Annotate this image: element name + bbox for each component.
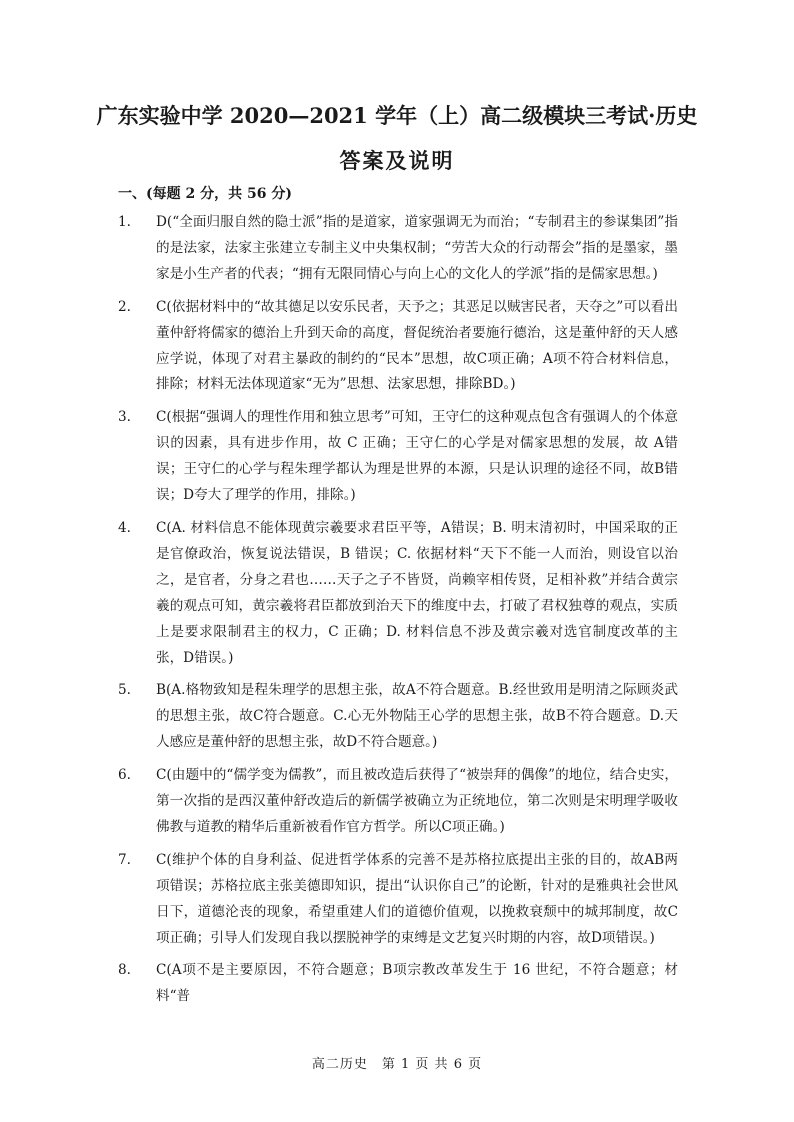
answer-number: 8. — [118, 962, 131, 979]
answer-text: C(A. 材料信息不能体现黄宗羲要求君臣平等，A错误；B. 明末清初时，中国采取的正是官僚政治，恢复说法错误，B 错误；C. 依据材料“天下不能一人而治，则设官以治之，是官者，分身之君也……天子之子不皆贤，尚赖宰相传贤，足相补救”并结合黄宗羲的观点可知，黄宗羲将君臣都放到治天下的维度中去，打破了君权独尊的观点，实质上是要求限制君主的权力，C 正确；D. 材料信息不涉及黄宗羲对选官制度改革的主张，D错误。) — [156, 519, 678, 666]
answer-item — [118, 958, 678, 1010]
answer-text: C(根据“强调人的理性作用和独立思考”可知，王守仁的这种观点包含有强调人的个体意识的因素，具有进步作用，故 C 正确；王守仁的心学是对儒家思想的发展，故 A错误；王守仁的心学与程朱理学都认为理是世界的本源，只是认识理的途径不同，故B错误；D夸大了理学的作用，排除。) — [156, 409, 678, 504]
answer-text: B(A.格物致知是程朱理学的思想主张，故A不符合题意。B.经世致用是明清之际顾炎武的思想主张，故C符合题意。C.心无外物陆王心学的思想主张，故B不符合题意。D.天人感应是董仲舒的思想主张，故D不符合题意。) — [156, 682, 678, 751]
answer-text: C(维护个体的自身利益、促进哲学体系的完善不是苏格拉底提出主张的目的，故AB两项错误；苏格拉底主张美德即知识，提出“认识你自己”的论断，针对的是雅典社会世风日下，道德沦丧的现象，希望重建人们的道德价值观，以挽救衰颓中的城邦制度，故C项正确；引导人们发现自我以摆脱神学的束缚是文艺复兴时期的内容，故D项错误。) — [156, 851, 678, 946]
answer-text: C(由题中的“儒学变为儒教”，而且被改造后获得了“被崇拜的偶像”的地位，结合史实，第一次指的是西汉董仲舒改造后的新儒学被确立为正统地位，第二次则是宋明理学吸收佛教与道教的精华后重新被看作官方哲学。所以C项正确。) — [156, 767, 678, 835]
answer-item — [118, 516, 678, 671]
answer-text: C(依据材料中的“故其德足以安乐民者，天予之；其恶足以贼害民者，天夺之”可以看出董仲舒将儒家的德治上升到天命的高度，督促统治者要施行德治，这是董仲舒的天人感应学说，体现了对君主暴政的制约的“民本”思想，故C项正确；A项不符合材料信息，排除；材料无法体现道家“无为”思想、法家思想，排除BD。) — [156, 298, 678, 393]
answer-number: 5. — [118, 682, 131, 699]
answer-item — [118, 295, 678, 399]
answer-number: 3. — [118, 409, 131, 426]
answer-number: 4. — [118, 519, 131, 536]
answer-text: C(A项不是主要原因，不符合题意；B项宗教改革发生于 16 世纪，不符合题意；材料“普 — [156, 962, 678, 1005]
answer-item — [118, 848, 678, 952]
page-footer: 高二历史 第 1 页 共 6 页 — [311, 1057, 483, 1072]
answer-list — [118, 210, 678, 1017]
answer-number: 1. — [118, 214, 131, 230]
document-title: 广东实验中学 2020—2021 学年（上）高二级模块三考试·历史 — [96, 103, 698, 128]
answer-item — [118, 678, 678, 756]
answer-number: 6. — [118, 767, 131, 784]
answer-item — [118, 763, 678, 841]
document-subtitle: 答案及说明 — [339, 148, 455, 173]
section-heading: 一、(每题 2 分，共 56 分) — [118, 186, 292, 202]
answer-text: D(“全面归服自然的隐士派”指的是道家，道家强调无为而治；“专制君主的参谋集团”指的是法家，法家主张建立专制主义中央集权制；“劳苦大众的行动帮会”指的是墨家，墨家是小生产者的代表；“拥有无限同情心与向上心的文化人的学派”指的是儒家思想。) — [156, 214, 678, 282]
answer-number: 7. — [118, 851, 131, 868]
answer-item — [118, 405, 678, 509]
answer-item — [118, 210, 678, 288]
answer-number: 2. — [118, 298, 131, 315]
